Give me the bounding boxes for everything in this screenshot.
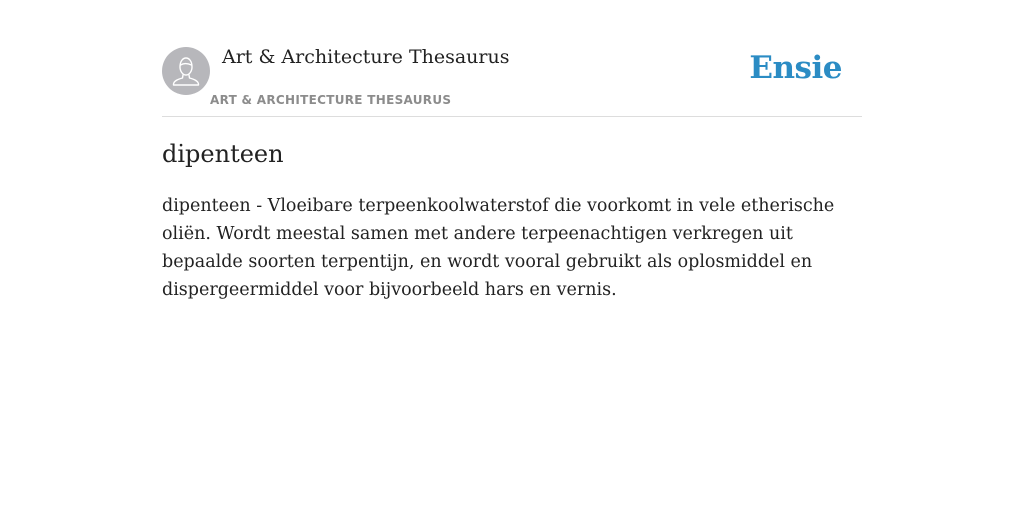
author-subtitle[interactable]: ART & ARCHITECTURE THESAURUS — [210, 93, 452, 107]
ensie-logo[interactable]: Ensie — [749, 50, 842, 86]
entry-definition: dipenteen - Vloeibare terpeenkoolwaterstof die voorkomt in vele etherische oliën. Wordt meestal samen met andere terpeenachtigen verkregen uit bepaalde soorten terpentijn, en wordt vooral gebruikt als oplosmiddel en dispergeermiddel voor bijvoorbeeld hars en vernis. — [162, 196, 835, 300]
page-container — [162, 0, 862, 300]
author-name-link[interactable]: Art & Architecture Thesaurus — [222, 46, 510, 68]
author-avatar[interactable] — [162, 47, 210, 95]
entry-title: dipenteen — [162, 140, 284, 168]
user-silhouette-icon — [162, 47, 210, 95]
entry-header — [162, 0, 862, 117]
